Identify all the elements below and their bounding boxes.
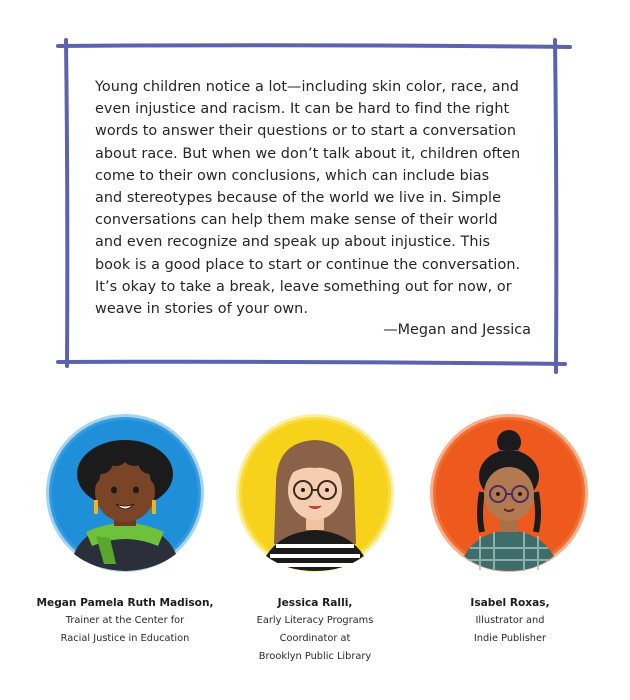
person-role: Early Literacy Programs [256,615,374,626]
person-name: Isabel Roxas, [470,597,550,609]
quote-line: book is a good place to start or continue the conversation. [95,256,521,273]
isabel-portrait-illustration [430,414,588,572]
person-role: Indie Publisher [473,633,547,644]
quote-line: and even recognize and speak up about injustice. This [95,234,491,251]
quote-line: come to their own conclusions, which can include bias [95,167,490,184]
quote-line: Young children notice a lot—including skin color, race, and [95,79,519,95]
megan-portrait-illustration [46,414,204,572]
quote-box [95,76,545,320]
quote-line: It’s okay to take a break, leave something out for now, or [95,278,512,295]
quote-line: weave in stories of your own. [95,301,308,318]
quote-signature: —Megan and Jessica [383,322,531,338]
jessica-portrait-illustration [236,414,394,572]
person-name: Jessica Ralli, [277,597,353,609]
quote-line: about race. But when we don’t talk about it, children often [95,145,521,162]
person-role: Racial Justice in Education [60,633,190,644]
caption-jessica [205,597,425,666]
person-role: Coordinator at [279,633,351,644]
quote-line: and stereotypes because of the world we live in. Simple [95,190,502,207]
person-role: Illustrator and [475,615,545,626]
person-role: Trainer at the Center for [65,615,185,626]
quote-line: even injustice and racism. It can be hard to find the right [95,101,510,118]
caption-isabel [420,597,600,648]
quote-line: words to answer their questions or to start a conversation [95,123,517,140]
quote-text [95,76,545,320]
person-name: Megan Pamela Ruth Madison, [36,597,214,609]
person-role: Brooklyn Public Library [258,651,372,662]
quote-line: conversations can help them make sense of their world [95,212,498,229]
